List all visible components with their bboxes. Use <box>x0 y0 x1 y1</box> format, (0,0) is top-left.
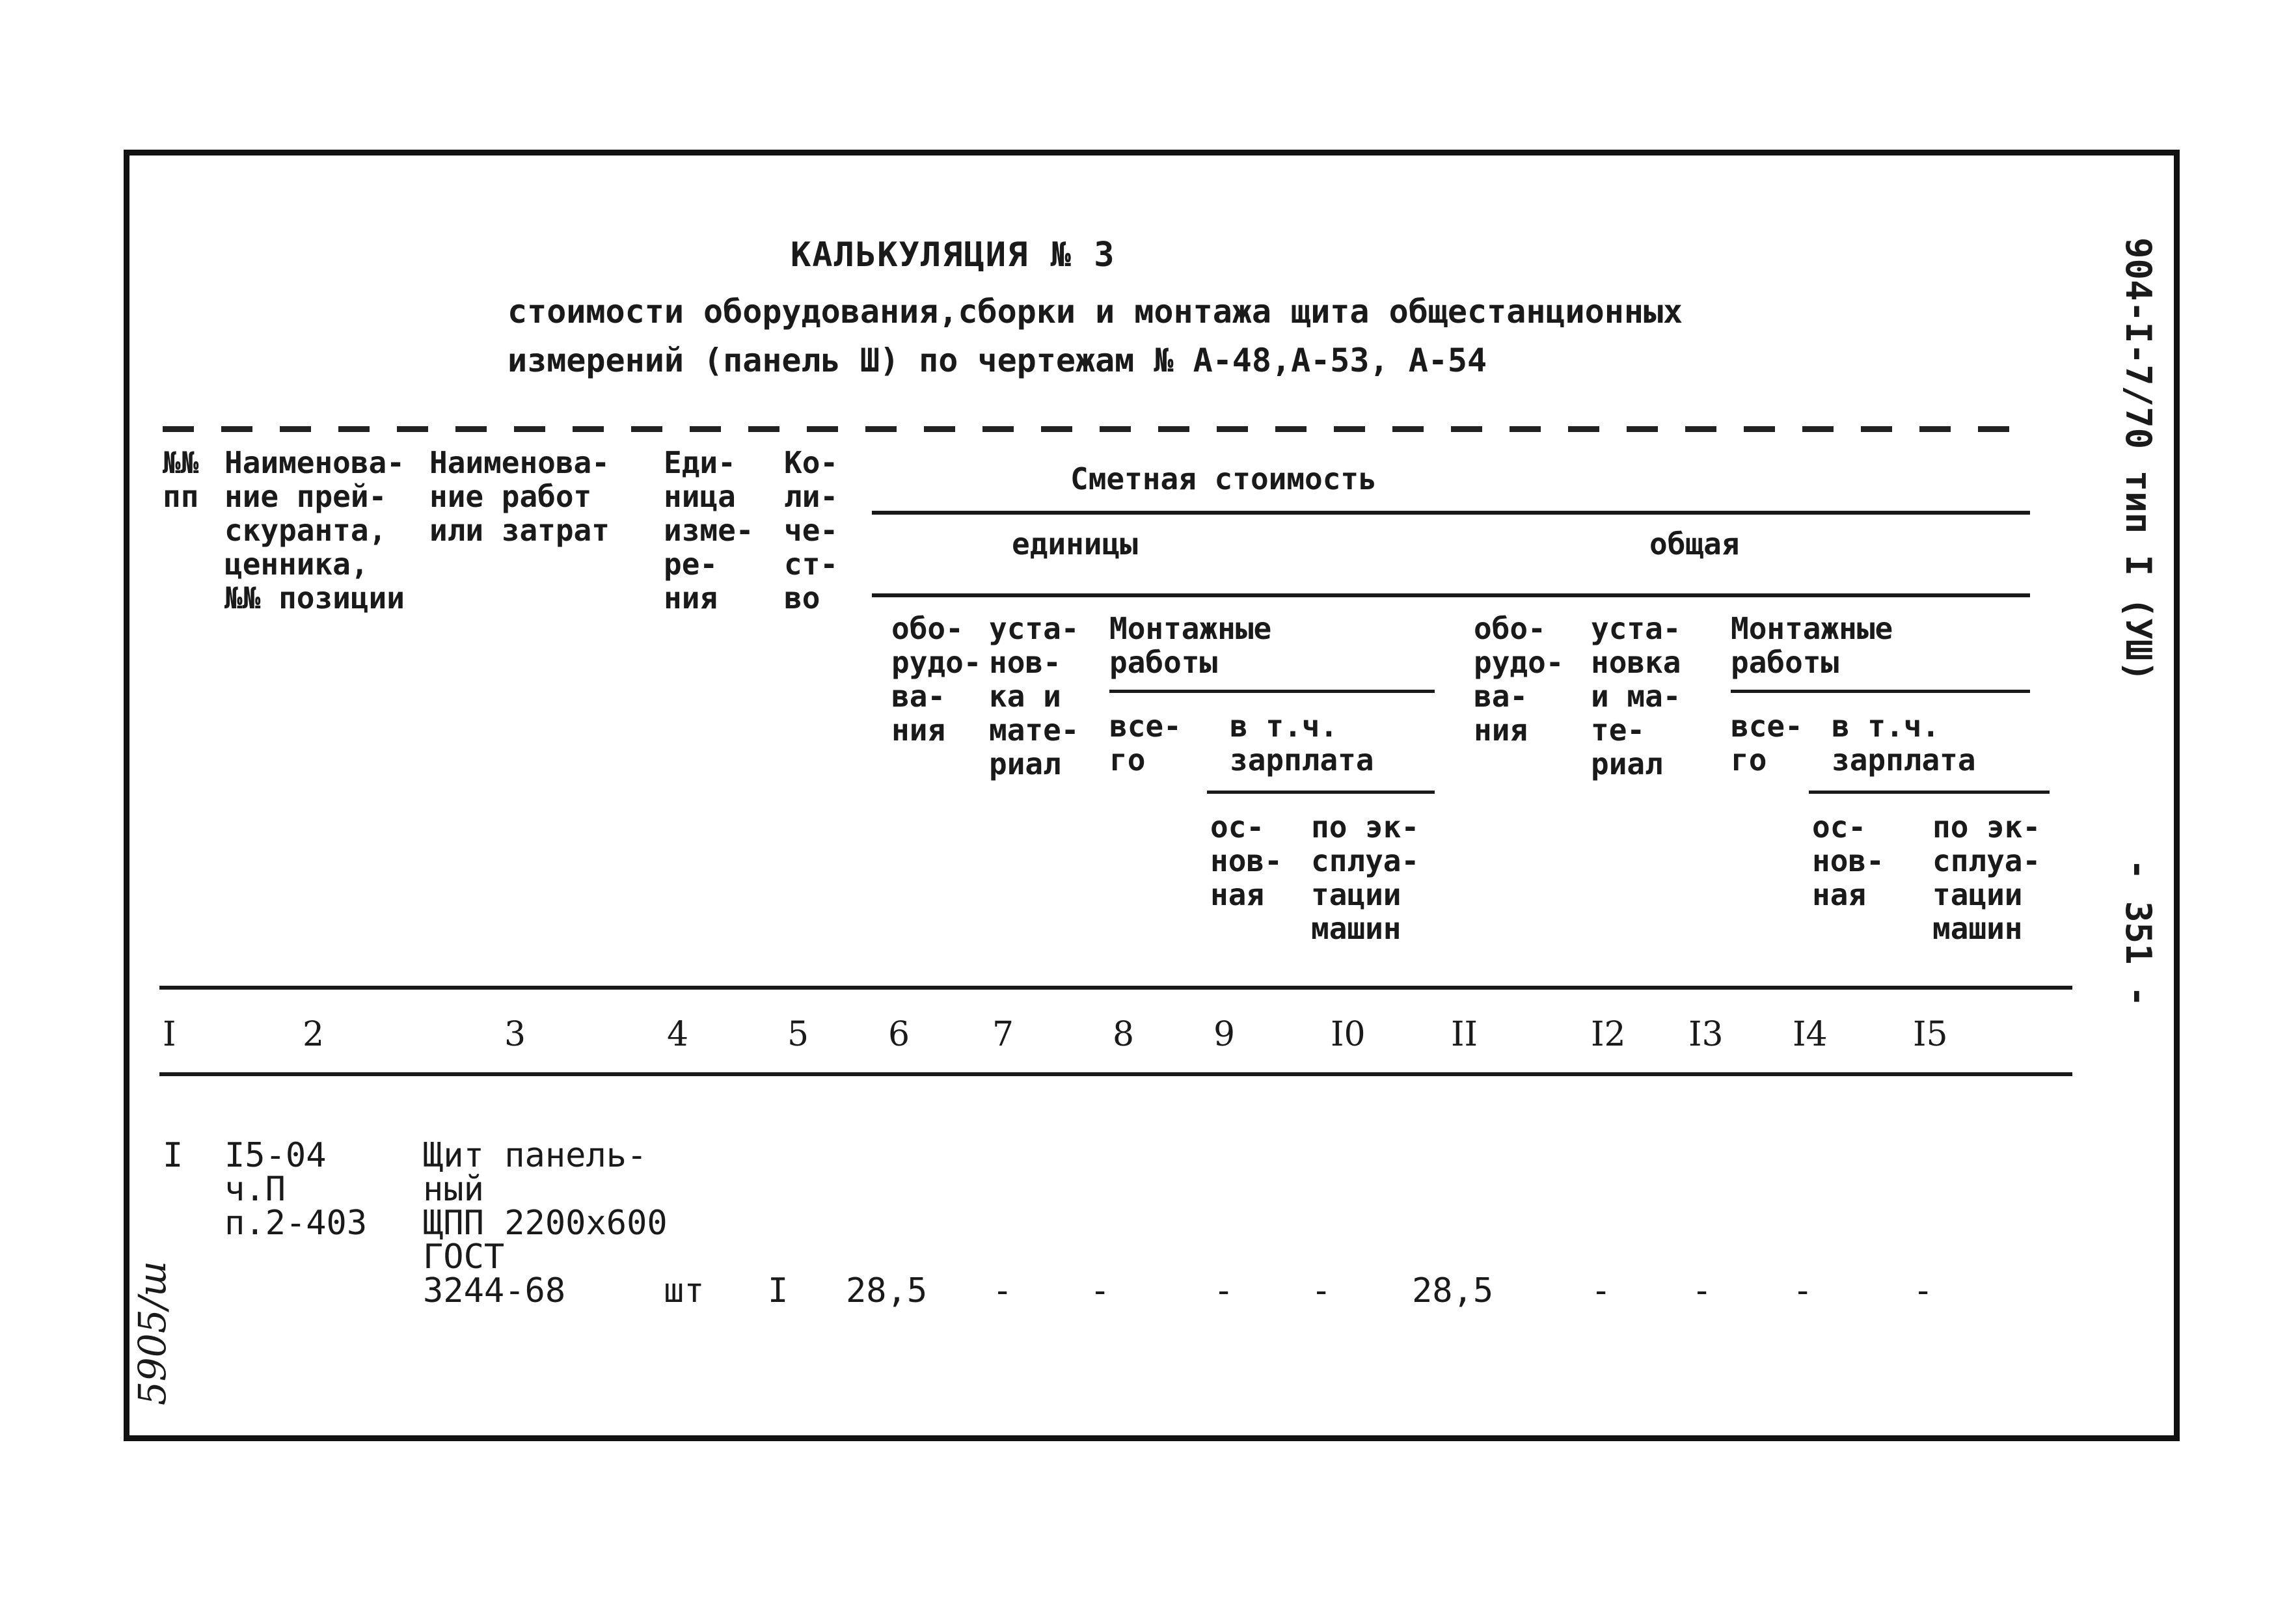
column-number: I <box>163 1015 176 1054</box>
header-incl-wages-total: в т.ч. зарплата <box>1832 709 1976 778</box>
column-number: I4 <box>1793 1015 1828 1054</box>
header-basic-unit: ос- нов- ная <box>1210 809 1282 912</box>
row1-price-ref: I5-04 ч.П п.2-403 <box>224 1136 368 1243</box>
header-col3: Наименова- ние работ или затрат <box>429 445 610 548</box>
row1-unit: шт <box>664 1271 705 1310</box>
row1-name: Щит панель- ный ЩПП 2200х600 ГОСТ 3244-68 <box>423 1136 668 1310</box>
header-mounting-unit: Монтажные работы <box>1109 611 1272 680</box>
document-subtitle-line2: измерений (панель Ш) по чертежам № А-48,А-53, А-54 <box>508 342 1487 379</box>
header-group-main: Сметная стоимость <box>1070 461 1377 496</box>
handwritten-note: 5905/ш <box>130 1260 174 1405</box>
side-code: 904-I-7/70 тип I (УШ) <box>2118 237 2159 682</box>
column-number: I2 <box>1591 1015 1626 1054</box>
header-col5: Ко- ли- че- ст- во <box>784 445 839 616</box>
document-subtitle-line1: стоимости оборудования,сборки и монтажа щита общестанционных <box>508 293 1683 331</box>
column-number: 2 <box>303 1015 325 1054</box>
header-operation-total: по эк- сплуа- тации машин <box>1932 809 2041 946</box>
header-total-sub-unit: все- го <box>1109 709 1182 778</box>
rule-header-bottom <box>159 986 2072 990</box>
header-installation-unit: уста- нов- ка и мате- риал <box>989 611 1079 781</box>
rule-main <box>872 511 2030 515</box>
header-installation-total: уста- новка и ма- те- риал <box>1591 611 1681 781</box>
header-basic-total: ос- нов- ная <box>1812 809 1884 912</box>
rule-column-numbers <box>159 1072 2072 1076</box>
row1-c8: - <box>1090 1271 1111 1310</box>
header-group-unit: единицы <box>1012 526 1138 562</box>
header-equipment-unit: обо- рудо- ва- ния <box>891 611 982 748</box>
rule-wages-total <box>1809 791 2050 794</box>
column-number: 5 <box>787 1015 809 1054</box>
header-group-total: общая <box>1649 526 1740 562</box>
column-number: 9 <box>1213 1015 1236 1054</box>
header-total-sub-total: все- го <box>1731 709 1803 778</box>
column-number: 7 <box>992 1015 1014 1054</box>
column-number: 6 <box>888 1015 910 1054</box>
column-number: 4 <box>667 1015 689 1054</box>
header-operation-unit: по эк- сплуа- тации машин <box>1311 809 1420 946</box>
rule-unit-total <box>872 593 2030 597</box>
rule-wages-unit <box>1207 791 1435 794</box>
row1-num: I <box>163 1136 183 1175</box>
row1-c14: - <box>1793 1271 1813 1310</box>
header-equipment-total: обо- рудо- ва- ния <box>1474 611 1564 748</box>
header-mounting-total: Монтажные работы <box>1731 611 1893 680</box>
column-number: I3 <box>1688 1015 1724 1054</box>
rule-mounting-total <box>1731 690 2030 693</box>
row1-equipment-total: 28,5 <box>1412 1271 1494 1310</box>
header-col2: Наименова- ние прей- скуранта, ценника, №№ позиции <box>224 445 405 616</box>
column-number: 8 <box>1113 1015 1135 1054</box>
row1-equipment: 28,5 <box>846 1271 928 1310</box>
row1-c7: - <box>992 1271 1013 1310</box>
header-top-rule <box>163 426 2030 432</box>
column-number: II <box>1451 1015 1478 1054</box>
header-col4: Еди- ница изме- ре- ния <box>664 445 754 616</box>
row1-c13: - <box>1692 1271 1713 1310</box>
column-number: I5 <box>1913 1015 1948 1054</box>
page-number: - 351 - <box>2118 859 2159 1007</box>
row1-qty: I <box>768 1271 789 1310</box>
row1-c12: - <box>1591 1271 1612 1310</box>
row1-c10: - <box>1311 1271 1332 1310</box>
row1-c9: - <box>1213 1271 1234 1310</box>
row1-c15: - <box>1913 1271 1934 1310</box>
header-incl-wages-unit: в т.ч. зарплата <box>1230 709 1374 778</box>
rule-mounting-unit <box>1109 690 1435 693</box>
column-number: I0 <box>1331 1015 1366 1054</box>
column-number: 3 <box>504 1015 526 1054</box>
document-title: КАЛЬКУЛЯЦИЯ № 3 <box>791 236 1116 275</box>
header-col1: №№ пп <box>163 445 199 514</box>
